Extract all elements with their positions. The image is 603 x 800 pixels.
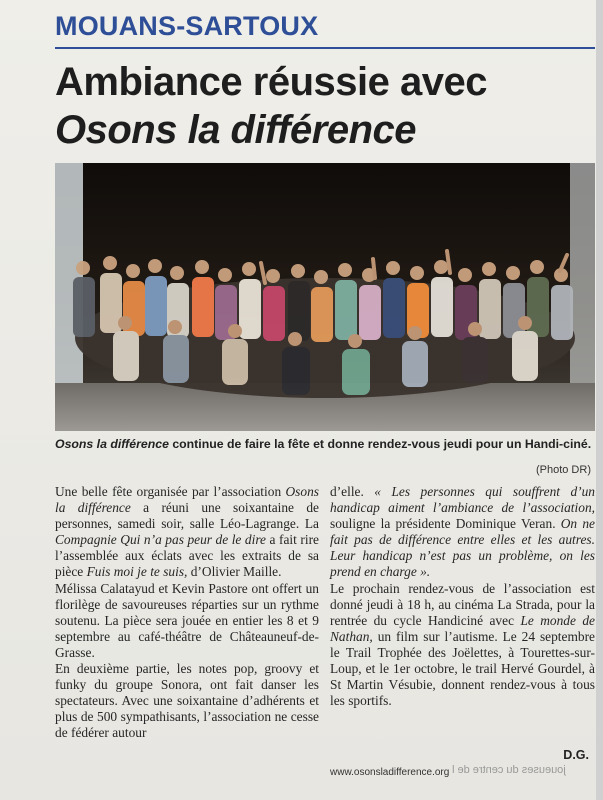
article-column-2	[330, 484, 595, 709]
show-through-text: joueuses du centre de l	[452, 764, 566, 776]
headline-line2: Osons la différence	[55, 108, 417, 152]
group-photo-image	[55, 163, 595, 431]
section-title: MOUANS-SARTOUX	[55, 11, 319, 41]
paragraph-1	[55, 484, 319, 581]
photo-credit: (Photo DR)	[535, 464, 591, 476]
photo-caption	[55, 436, 595, 453]
section-rule	[55, 47, 595, 49]
paragraph-3: En deuxième partie, les notes pop, groovy et funky du groupe Sonora, ont fait danser les spectateurs. Avec une soixantaine d’adhérents et plus de 500 sympathisants, l’association ne cesse de fédérer autour	[55, 661, 319, 741]
company-name: Compagnie Qui n’a pas peur de le dire	[55, 532, 266, 548]
headline	[55, 58, 595, 154]
text: d’Olivier Maille.	[187, 564, 282, 580]
text: a fait rire l’assemblée aux éclats avec les extraits de sa pièce	[55, 532, 319, 580]
paragraph-2: Mélissa Calatayud et Kevin Pastore ont offert un florilège de savoureuses réparties sur un rythme soutenu. La pièce sera jouée en entier les 8 et 9 septembre au café-théâtre de Châteauneuf-de-Grasse.	[55, 580, 319, 660]
play-title: Fuis moi je te suis,	[86, 564, 188, 580]
film-title: Le monde de Nathan,	[330, 612, 595, 644]
caption-association-name: Osons la différence	[55, 437, 169, 451]
page-edge	[596, 0, 603, 800]
quote: « Les personnes qui souffrent d’un handicap aiment l’ambiance de l’association,	[330, 484, 595, 516]
author-signature: D.G.	[563, 748, 589, 762]
text: souligne la présidente Dominique Veran.	[330, 516, 561, 532]
text: Une belle fête organisée par l’association	[55, 484, 286, 499]
caption-text: continue de faire la fête et donne rendez-vous jeudi pour un Handi-ciné.	[168, 437, 592, 451]
headline-line1: Ambiance réussie avec	[55, 60, 487, 104]
text: un film sur l’autisme. Le 24 septembre le Trail Trophée des Joëlettes, à Tourettes-sur-Loup, et le 1er octobre, le trail Hervé Gourdel, à St Martin Vésubie, donnent rendez-vous à tous les sportifs.	[330, 628, 595, 709]
text: a réuni une soixantaine de personnes, samedi soir, salle Léo-Lagrange. La	[55, 500, 319, 532]
website-url[interactable]: www.osonsladifference.org	[330, 767, 450, 778]
association-name: Osons la différence	[55, 484, 319, 516]
paragraph-4	[330, 484, 595, 581]
text: d’elle.	[330, 484, 375, 499]
text: Le prochain rendez-vous de l’association est donné jeudi à 18 h, au cinéma La Strada, pour la rentrée du cycle Handiciné avec	[330, 580, 595, 628]
article-column-1	[55, 484, 319, 742]
paragraph-5	[330, 581, 595, 710]
quote: On ne fait pas de différence entre elles et les autres. Leur handicap n’est pas un problème, on les prend en charge ».	[330, 516, 595, 580]
group-photo	[55, 163, 595, 431]
